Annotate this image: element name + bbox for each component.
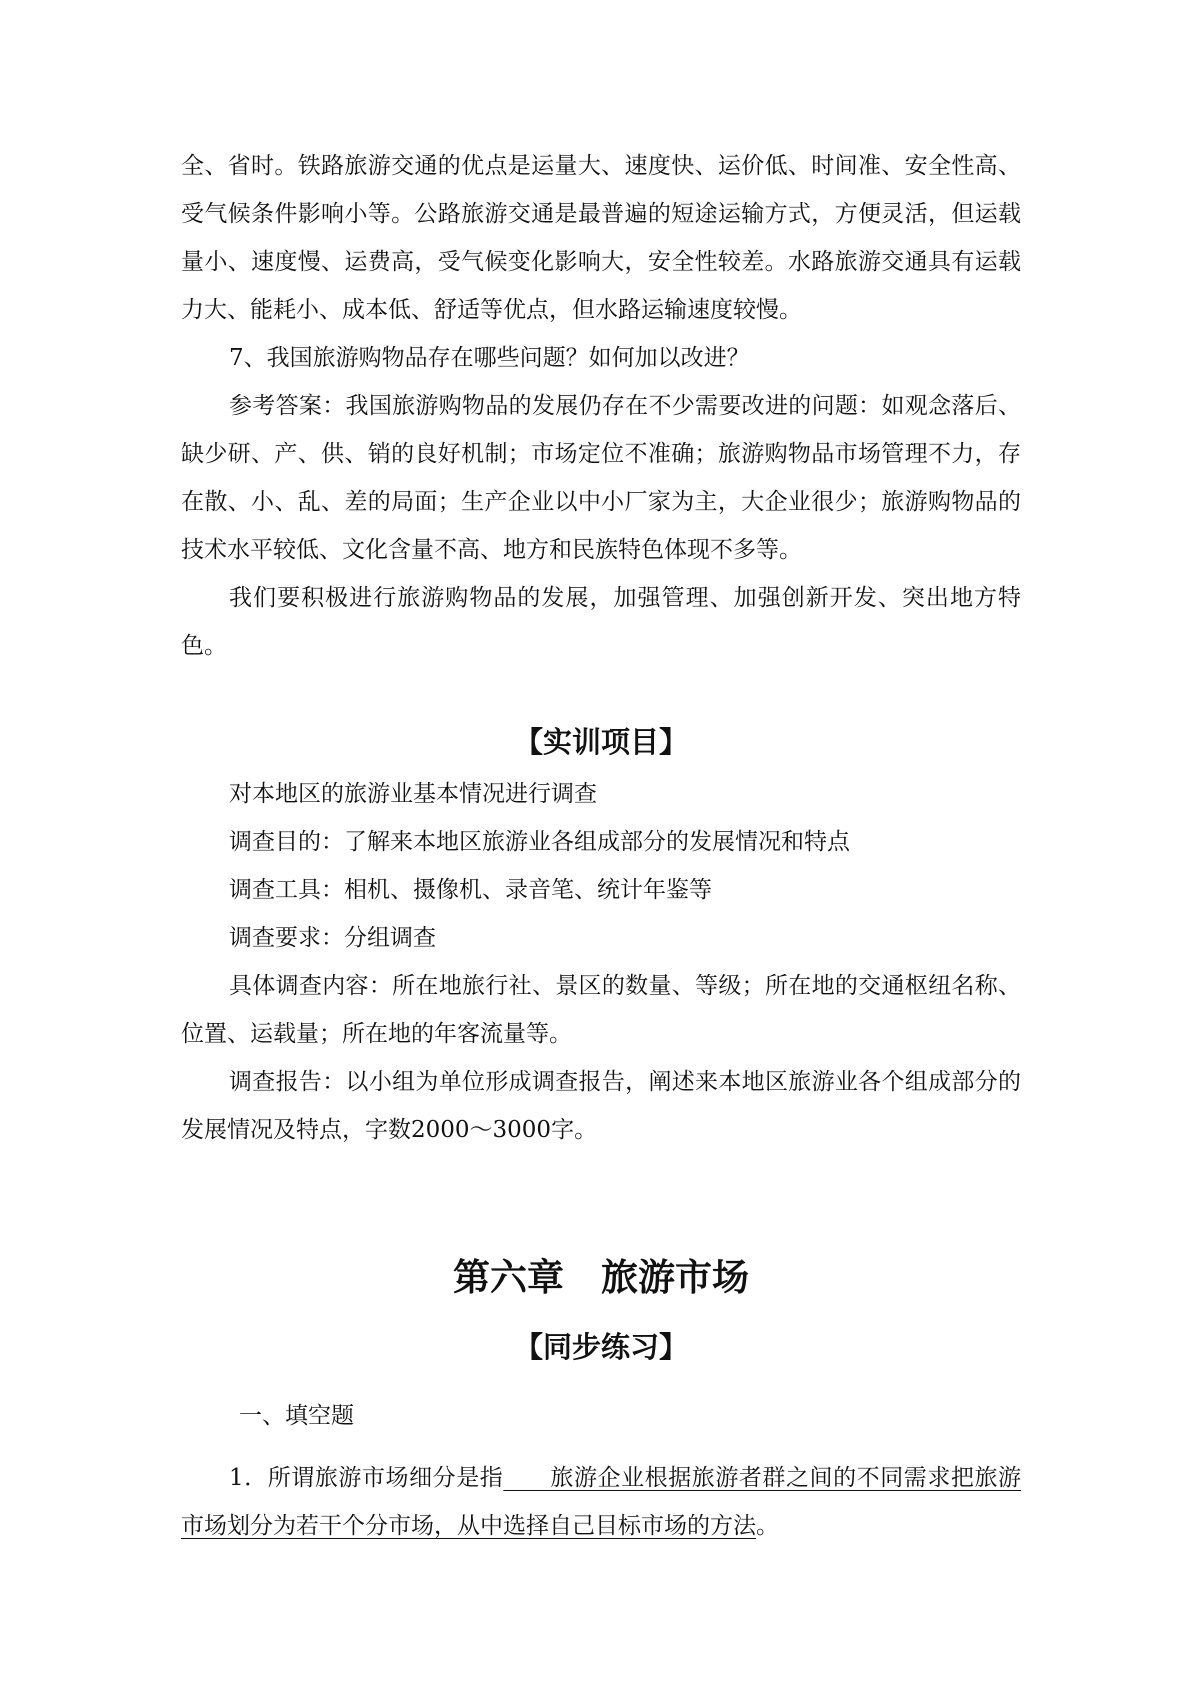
- training-report: 调查报告：以小组为单位形成调查报告，阐述来本地区旅游业各个组成部分的发展情况及特点，字数2000～3000字。: [181, 1069, 1021, 1143]
- training-project-heading: 【实训项目】: [513, 725, 688, 759]
- question-7-block: [181, 334, 1021, 670]
- fill-in-blank-section: [181, 1392, 1021, 1550]
- question-1-answer: 旅游企业根据旅游者群之间的不同需求把旅游市场划分为若干个分市场，从中选择自己目标市场的方法: [181, 1465, 1021, 1539]
- question-7-answer-paragraph-1: 参考答案：我国旅游购物品的发展仍存在不少需要改进的问题：如观念落后、缺少研、产、供、销的良好机制；市场定位不准确；旅游购物品市场管理不力，存在散、小、乱、差的局面；生产企业以中小厂家为主，大企业很少；旅游购物品的技术水平较低、文化含量不高、地方和民族特色体现不多等。: [181, 393, 1021, 563]
- question-1-prefix: 1．所谓旅游市场细分是指: [229, 1465, 504, 1491]
- training-purpose: 调查目的：了解来本地区旅游业各组成部分的发展情况和特点: [229, 829, 850, 855]
- training-tools: 调查工具：相机、摄像机、录音笔、统计年鉴等: [229, 877, 712, 903]
- question-7-answer-paragraph-2: 我们要积极进行旅游购物品的发展，加强管理、加强创新开发、突出地方特色。: [181, 585, 1021, 659]
- question-7-text: 7、我国旅游购物品存在哪些问题？如何加以改进？: [229, 345, 750, 371]
- question-1-suffix: 。: [756, 1513, 779, 1539]
- training-content: 具体调查内容：所在地旅行社、景区的数量、等级；所在地的交通枢纽名称、位置、运载量；所在地的年客流量等。: [181, 973, 1021, 1047]
- training-title: 对本地区的旅游业基本情况进行调查: [229, 781, 597, 807]
- chapter-title: 第六章 旅游市场: [453, 1255, 749, 1299]
- training-project-section: [181, 718, 1021, 766]
- training-requirement: 调查要求：分组调查: [229, 925, 436, 951]
- sync-exercise-section: [181, 1323, 1021, 1371]
- question-1: [181, 1454, 1021, 1550]
- previous-answer-block: [181, 142, 1021, 334]
- training-project-body: [181, 770, 1021, 1154]
- previous-answer-paragraph: 全、省时。铁路旅游交通的优点是运量大、速度快、运价低、时间准、安全性高、受气候条件影响小等。公路旅游交通是最普遍的短途运输方式，方便灵活，但运载量小、速度慢、运费高，受气候变化影响大，安全性较差。水路旅游交通具有运载力大、能耗小、成本低、舒适等优点，但水路运输速度较慢。: [181, 153, 1021, 323]
- part-1-label: 一、填空题: [239, 1403, 354, 1429]
- chapter-6-header: [181, 1247, 1021, 1307]
- sync-exercise-heading: 【同步练习】: [513, 1330, 688, 1364]
